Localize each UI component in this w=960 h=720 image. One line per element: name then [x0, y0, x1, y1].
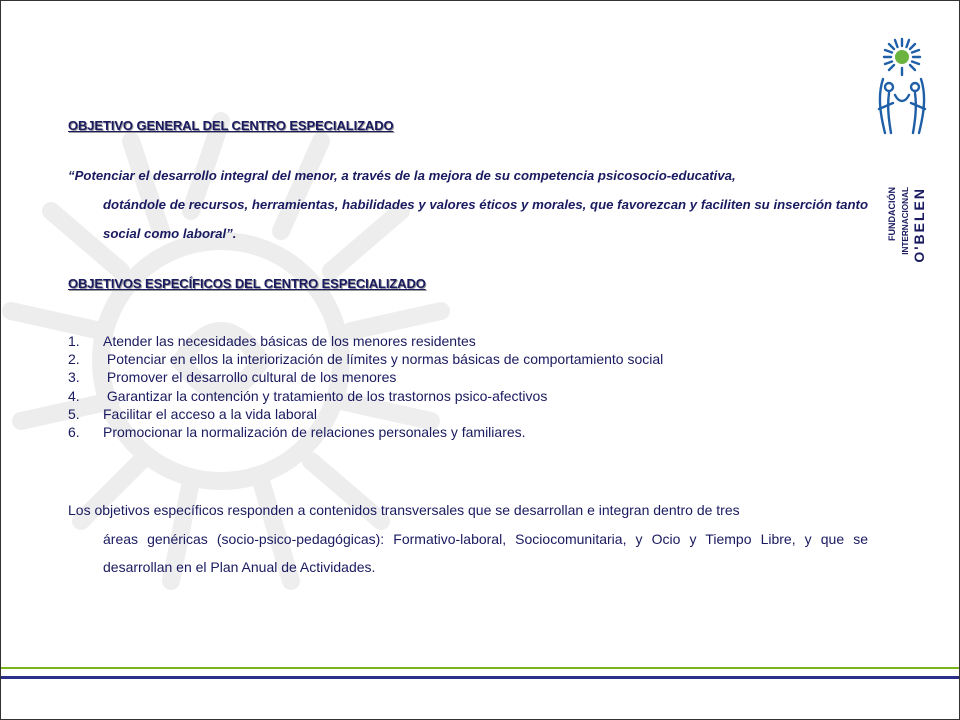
footer-rule-blue — [1, 676, 959, 679]
list-item — [68, 423, 828, 441]
list-item-number: 1. — [68, 333, 80, 349]
fundacion-logo — [869, 37, 935, 263]
specific-objectives-heading: OBJETIVOS ESPECÍFICOS DEL CENTRO ESPECIALIZADO — [68, 276, 426, 291]
list-item-number: 3. — [68, 369, 80, 386]
list-item-number: 2. — [68, 351, 80, 368]
general-objective-text — [68, 161, 868, 248]
list-item-number: 4. — [68, 387, 80, 404]
list-item — [68, 387, 828, 405]
list-item — [68, 332, 828, 350]
list-item-text: Garantizar la contención y tratamiento de los trastornos psico-afectivos — [103, 387, 548, 404]
logo-text-line1: FUNDACIÓN — [887, 187, 897, 241]
list-item-text: Promocionar la normalización de relaciones personales y familiares. — [103, 424, 526, 441]
closing-paragraph-line1: Los objetivos específicos responden a contenidos transversales que se desarrollan e integran dentro de tres — [68, 502, 740, 518]
general-objective-rest: dotándole de recursos, herramientas, habilidades y valores éticos y morales, que favorezcan y faciliten su inserción tanto social como laboral”. — [103, 197, 868, 241]
sun-icon — [884, 39, 920, 75]
list-item — [68, 350, 828, 368]
list-item-text: Atender las necesidades básicas de los menores residentes — [103, 333, 476, 349]
list-item-text: Promover el desarrollo cultural de los menores — [103, 369, 397, 386]
list-item — [68, 368, 828, 386]
list-item-number: 6. — [68, 424, 80, 441]
figures-icon — [879, 79, 925, 133]
general-objective-line1: “Potenciar el desarrollo integral del menor, a través de la mejora de su competencia psicosocio-educativa, — [68, 168, 736, 183]
closing-paragraph-rest: áreas genéricas (socio-psico-pedagógicas): Formativo-laboral, Sociocomunitaria, y Ocio y Tiempo Libre, y que se desarrollan en el Plan Anual de Actividades. — [103, 530, 868, 575]
closing-paragraph — [68, 496, 868, 582]
list-item-number: 5. — [68, 405, 80, 422]
general-objective-heading: OBJETIVO GENERAL DEL CENTRO ESPECIALIZADO — [68, 118, 394, 133]
list-item-text: Facilitar el acceso a la vida laboral — [103, 405, 317, 422]
list-item-text: Potenciar en ellos la interiorización de límites y normas básicas de comportamiento social — [103, 351, 664, 368]
logo-text-line2: INTERNACIONAL — [901, 187, 910, 255]
footer-rule-green — [1, 667, 959, 669]
logo-text-line3: O'BELEN — [911, 187, 927, 263]
list-item — [68, 405, 828, 423]
specific-objectives-list — [68, 332, 828, 441]
